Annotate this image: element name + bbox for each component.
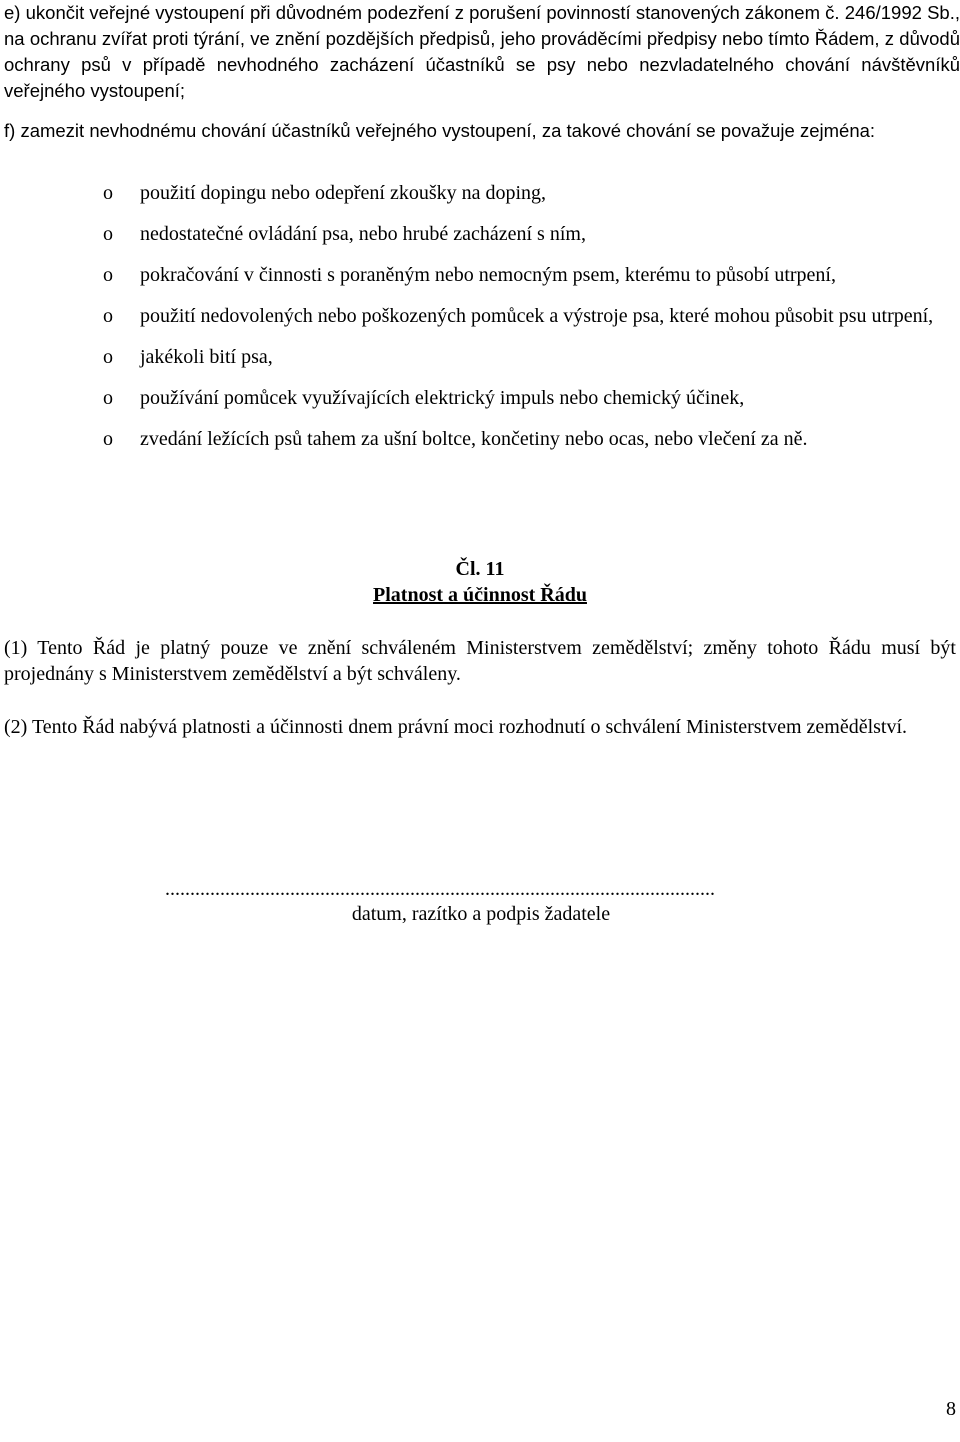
- paragraph-f: f) zamezit nevhodnému chování účastníků veřejného vystoupení, za takové chování se považuje zejména:: [4, 120, 876, 141]
- bullet-icon: o: [103, 264, 113, 286]
- article-number: Čl. 11: [455, 558, 505, 580]
- list-item: [0, 262, 960, 288]
- page-number: 8: [946, 1398, 956, 1420]
- list-item: [0, 426, 960, 452]
- bullet-icon: o: [103, 182, 113, 204]
- list-item: [0, 344, 960, 370]
- bullet-icon: o: [103, 387, 113, 409]
- list-item-text: jakékoli bití psa,: [140, 346, 273, 368]
- list-item-text: nedostatečné ovládání psa, nebo hrubé zacházení s ním,: [140, 223, 586, 245]
- paragraph-e: e) ukončit veřejné vystoupení při důvodném podezření z porušení povinností stanovených zákonem č. 246/1992 Sb., na ochranu zvířat proti týrání, ve znění pozdějších předpisů, jeho prováděcími předpisy nebo tímto Řádem, z důvodů ochrany psů v případě nevhodného zacházení účastníků se psy nebo nezvladatelného chování návštěvníků veřejného vystoupení;: [4, 2, 960, 101]
- signature-line: ..............................................................................................................: [165, 878, 715, 900]
- list-item: [0, 221, 960, 247]
- list-item: [0, 385, 960, 411]
- list-item: [0, 303, 960, 329]
- signature-caption: datum, razítko a podpis žadatele: [351, 903, 611, 925]
- article-title: Platnost a účinnost Řádu: [373, 584, 587, 606]
- list-item-text: používání pomůcek využívajících elektrický impuls nebo chemický účinek,: [140, 387, 745, 409]
- list-item-text: použití dopingu nebo odepření zkoušky na doping,: [140, 182, 547, 204]
- clause-1: (1) Tento Řád je platný pouze ve znění schváleném Ministerstvem zemědělství; změny tohoto Řádu musí být projednány s Ministerstvem zemědělství a být schváleny.: [4, 637, 956, 685]
- clause-2: (2) Tento Řád nabývá platnosti a účinnosti dnem právní moci rozhodnutí o schválení Ministerstvem zemědělství.: [4, 716, 908, 738]
- list-item-text: použití nedovolených nebo poškozených pomůcek a výstroje psa, které mohou působit psu utrpení,: [140, 305, 934, 327]
- bullet-icon: o: [103, 346, 113, 368]
- bullet-icon: o: [103, 223, 113, 245]
- list-item-text: pokračování v činnosti s poraněným nebo nemocným psem, kterému to působí utrpení,: [140, 264, 836, 286]
- list-item-text: zvedání ležících psů tahem za ušní boltce, končetiny nebo ocas, nebo vlečení za ně.: [140, 428, 808, 450]
- conduct-list: [0, 180, 960, 467]
- list-item: [0, 180, 960, 206]
- bullet-icon: o: [103, 428, 113, 450]
- bullet-icon: o: [103, 305, 113, 327]
